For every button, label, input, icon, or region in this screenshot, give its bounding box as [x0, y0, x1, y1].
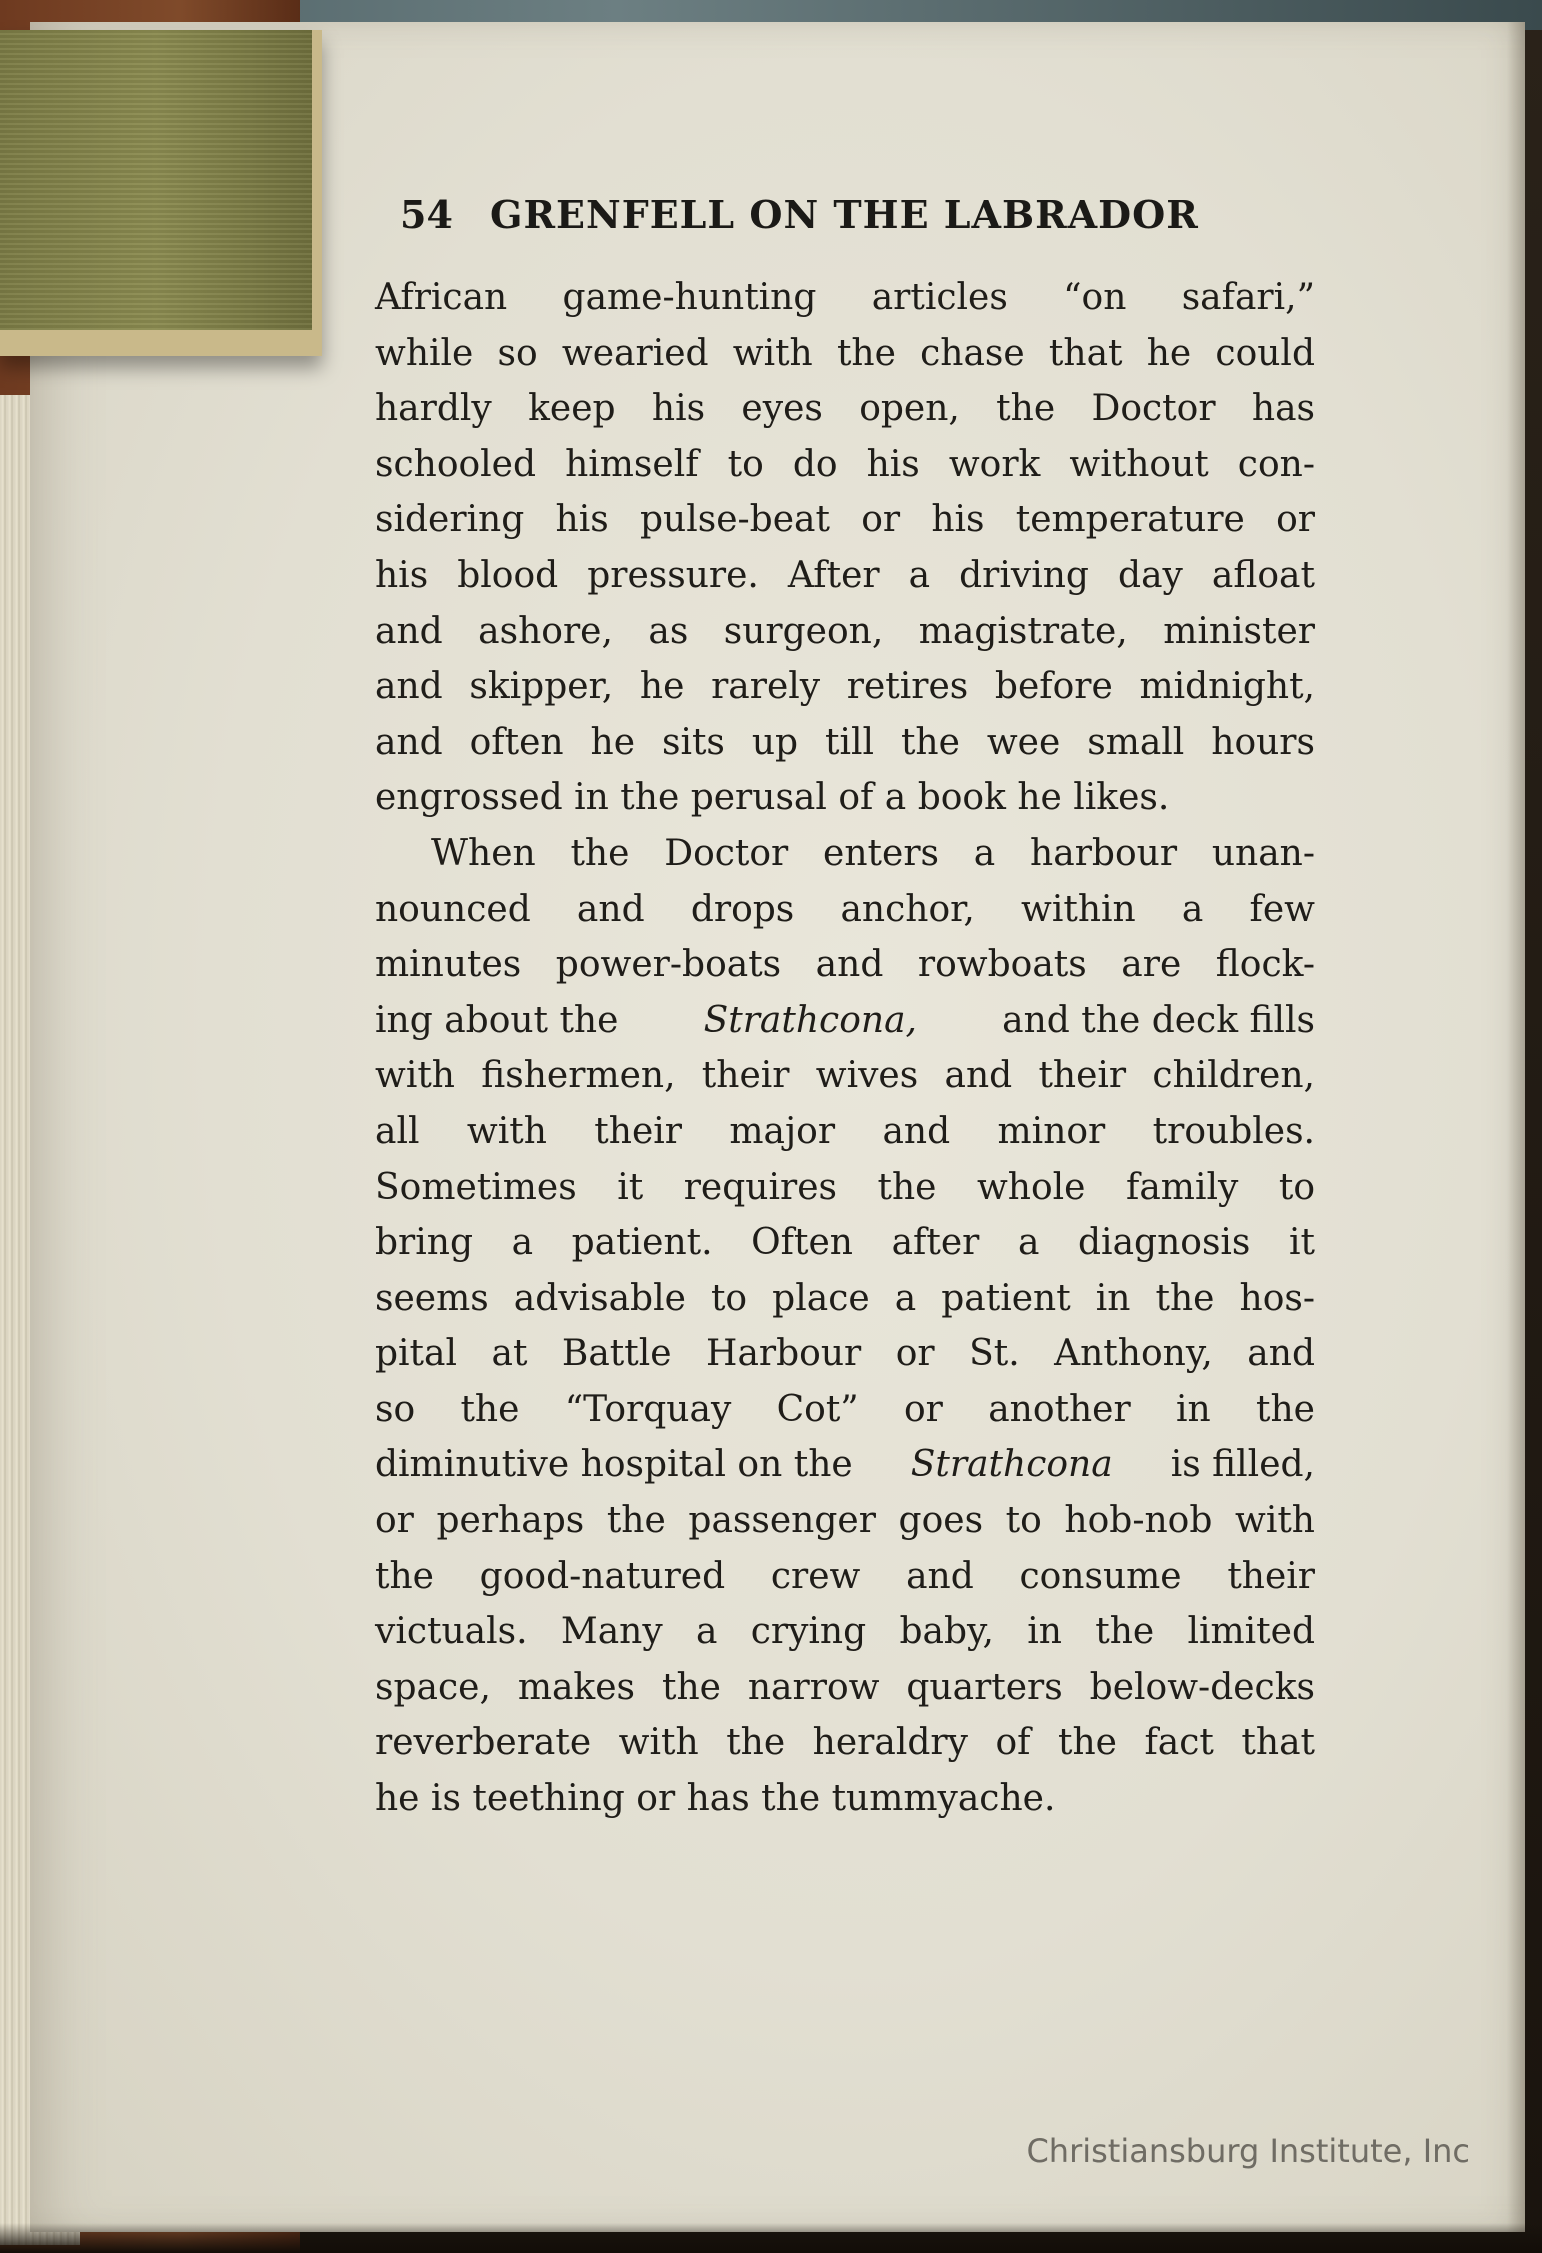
running-head-title: GRENFELL ON THE LABRADOR [490, 192, 1199, 237]
text-line: and ashore, as surgeon, magistrate, minister [375, 610, 1315, 652]
text-line: so the “Torquay Cot” or another in the [375, 1388, 1315, 1430]
text-line: victuals. Many a crying baby, in the limited [375, 1611, 1315, 1653]
text-line: he is teething or has the tummyache. [375, 1778, 1056, 1820]
text-line: When the Doctor enters a harbour unan- [431, 832, 1315, 874]
text-line-with-italic [375, 1437, 1315, 1493]
text-line-with-italic [375, 993, 1315, 1049]
bottom-shadow [0, 2223, 1542, 2253]
text-line: nounced and drops anchor, within a few [375, 888, 1315, 930]
text-segment: ing about the [375, 999, 619, 1041]
body-text [375, 270, 1315, 1827]
text-line: schooled himself to do his work without con- [375, 443, 1315, 485]
text-line: hardly keep his eyes open, the Doctor has [375, 388, 1315, 430]
bookmark-tab [0, 30, 322, 356]
text-line: Sometimes it requires the whole family to [375, 1166, 1315, 1208]
text-line: with fishermen, their wives and their children, [375, 1055, 1315, 1097]
text-line: his blood pressure. After a driving day afloat [375, 554, 1315, 596]
text-line: all with their major and minor troubles. [375, 1110, 1315, 1152]
text-line: space, makes the narrow quarters below-decks [375, 1666, 1315, 1708]
page-gutter-shadow [1507, 22, 1525, 2232]
text-line: while so wearied with the chase that he could [375, 332, 1315, 374]
text-line: the good-natured crew and consume their [375, 1555, 1315, 1597]
text-line: engrossed in the perusal of a book he likes. [375, 777, 1170, 819]
text-segment: diminutive hospital on the [375, 1444, 853, 1486]
text-segment: and the deck fills [1002, 999, 1315, 1041]
italic-ship-name: Strathcona [910, 1444, 1113, 1486]
running-head [400, 192, 1290, 237]
text-line: or perhaps the passenger goes to hob-nob with [375, 1500, 1315, 1542]
text-line: seems advisable to place a patient in the hos- [375, 1277, 1315, 1319]
text-line: pital at Battle Harbour or St. Anthony, and [375, 1333, 1315, 1375]
text-line: and often he sits up till the wee small hours [375, 721, 1315, 763]
watermark: Christiansburg Institute, Inc [1026, 2132, 1470, 2170]
text-line: reverberate with the heraldry of the fact that [375, 1722, 1315, 1764]
italic-ship-name: Strathcona, [703, 999, 917, 1041]
text-line: African game-hunting articles “on safari,” [375, 277, 1315, 318]
text-line: sidering his pulse-beat or his temperature or [375, 499, 1315, 541]
text-line: bring a patient. Often after a diagnosis it [375, 1222, 1315, 1264]
paragraph-1 [375, 270, 1315, 826]
paragraph-2 [375, 826, 1315, 1827]
text-line: minutes power-boats and rowboats are flock- [375, 944, 1315, 986]
page-number: 54 [400, 192, 453, 237]
text-line: and skipper, he rarely retires before midnight, [375, 666, 1315, 708]
text-segment: is filled, [1170, 1444, 1315, 1486]
